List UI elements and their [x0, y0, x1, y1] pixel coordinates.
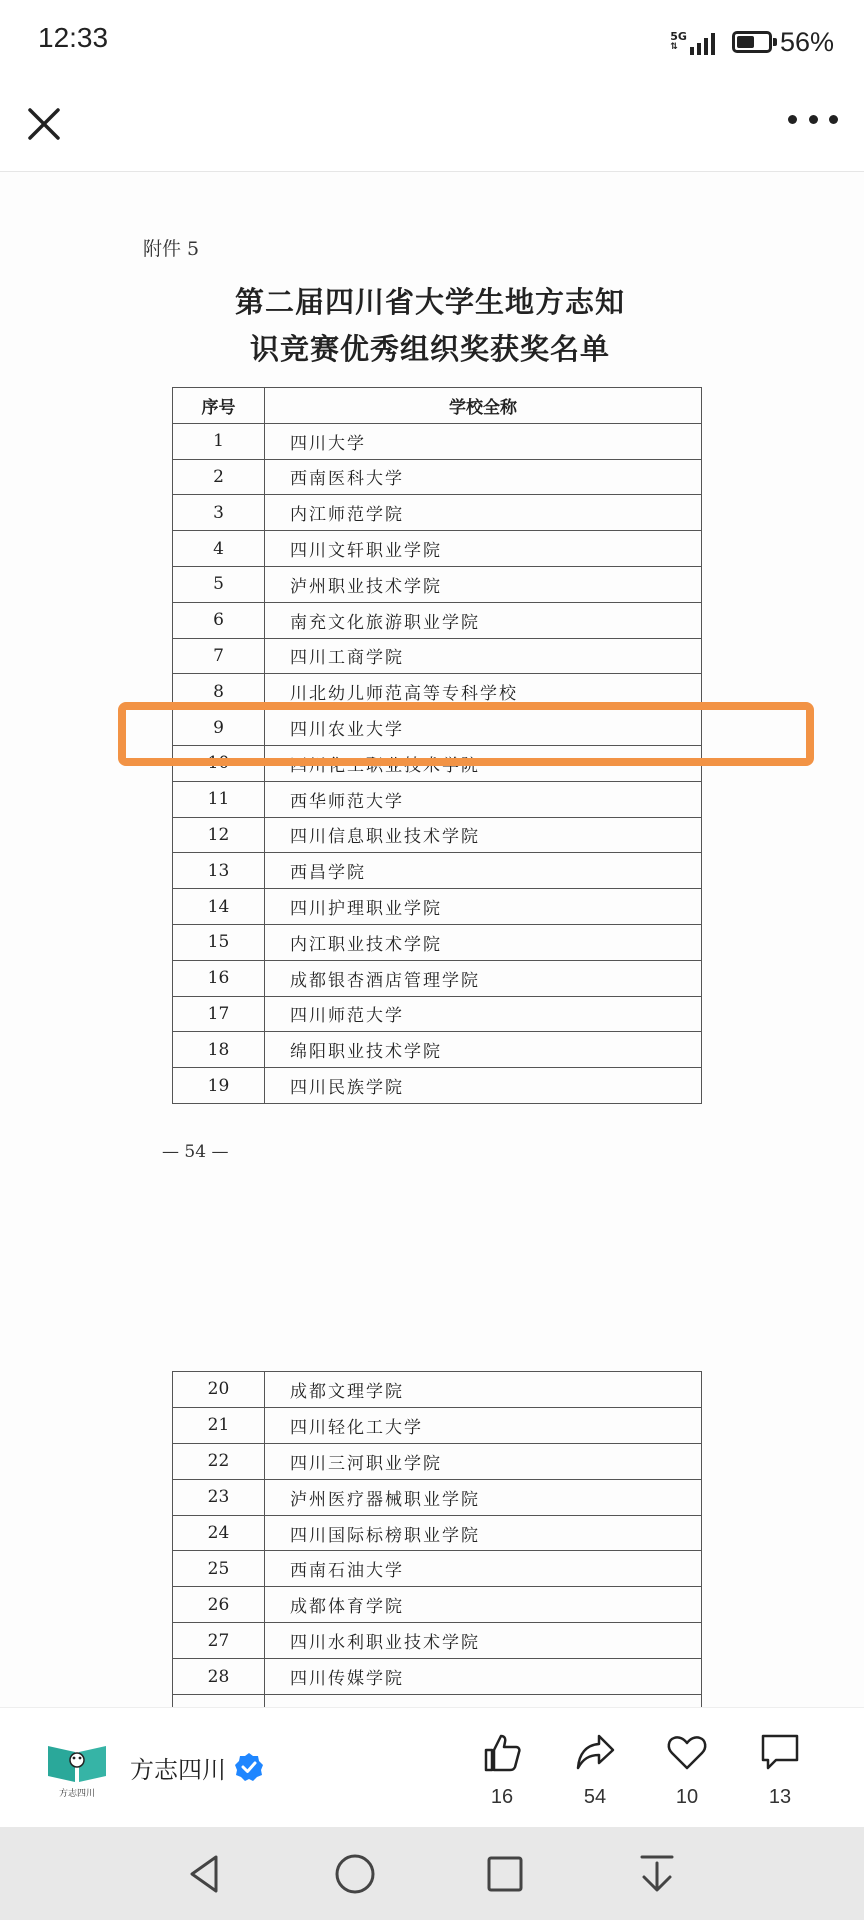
- comment-button[interactable]: [745, 1730, 815, 1809]
- table-row: [173, 960, 702, 996]
- header-school: 学校全称: [265, 388, 702, 424]
- row-number: 17: [173, 996, 265, 1032]
- school-name: 四川工商学院: [265, 638, 702, 674]
- row-number: 3: [173, 495, 265, 531]
- row-number: [173, 1695, 265, 1707]
- row-number: 16: [173, 960, 265, 996]
- row-number: 11: [173, 781, 265, 817]
- row-number: 1: [173, 423, 265, 459]
- school-name: 四川农业大学: [265, 710, 702, 746]
- row-number: 10: [173, 745, 265, 781]
- school-name: 四川民族学院: [265, 1068, 702, 1104]
- header-number: 序号: [173, 388, 265, 424]
- battery-icon: [732, 31, 772, 53]
- table-header-row: [173, 388, 702, 424]
- table-row: [173, 1623, 702, 1659]
- school-name: 四川水利职业技术学院: [265, 1623, 702, 1659]
- page-number: — 54 —: [162, 1142, 229, 1162]
- table-row: [173, 1372, 702, 1408]
- school-name: 内江师范学院: [265, 495, 702, 531]
- row-number: 20: [173, 1372, 265, 1408]
- school-name: 成都体育学院: [265, 1587, 702, 1623]
- table-row: [173, 924, 702, 960]
- table-row: [173, 817, 702, 853]
- school-name: 成都文理学院: [265, 1372, 702, 1408]
- school-name: 泸州医疗器械职业学院: [265, 1479, 702, 1515]
- nav-recents-button[interactable]: [480, 1849, 530, 1899]
- table-row: [173, 1479, 702, 1515]
- school-name: 四川轻化工大学: [265, 1407, 702, 1443]
- table-row: [173, 1515, 702, 1551]
- school-name: 四川护理职业学院: [265, 889, 702, 925]
- school-name: 西华师范大学: [265, 781, 702, 817]
- close-icon: [22, 98, 66, 142]
- row-number: 13: [173, 853, 265, 889]
- row-number: 23: [173, 1479, 265, 1515]
- school-name: 四川三河职业学院: [265, 1443, 702, 1479]
- battery-fill: [737, 36, 754, 48]
- school-name: 西南石油大学: [265, 1551, 702, 1587]
- document-title-line1: 第二届四川省大学生地方志知: [234, 285, 625, 319]
- row-number: 9: [173, 710, 265, 746]
- row-number: 26: [173, 1587, 265, 1623]
- school-name: 内江职业技术学院: [265, 924, 702, 960]
- row-number: 6: [173, 602, 265, 638]
- school-name: 四川化工职业技术学院: [265, 745, 702, 781]
- table-row: [173, 495, 702, 531]
- like-button[interactable]: [467, 1730, 537, 1809]
- attachment-label: 附件 5: [143, 238, 200, 260]
- row-number: 7: [173, 638, 265, 674]
- nav-back-button[interactable]: [180, 1849, 230, 1899]
- school-name: 四川大学: [265, 423, 702, 459]
- table-row: [173, 1587, 702, 1623]
- collapse-down-icon: [632, 1849, 682, 1899]
- school-name: 成都银杏酒店管理学院: [265, 960, 702, 996]
- row-number: 27: [173, 1623, 265, 1659]
- row-number: 25: [173, 1551, 265, 1587]
- table-row: [173, 566, 702, 602]
- document-image[interactable]: [0, 172, 864, 1707]
- row-number: 19: [173, 1068, 265, 1104]
- comment-count: 13: [768, 1786, 792, 1808]
- table-row: [173, 1068, 702, 1104]
- table-row: [173, 1407, 702, 1443]
- school-name: 四川文轩职业学院: [265, 531, 702, 567]
- table-row: [173, 459, 702, 495]
- school-name: 泸州职业技术学院: [265, 566, 702, 602]
- row-number: 5: [173, 566, 265, 602]
- table-row: [173, 423, 702, 459]
- table-row: [173, 531, 702, 567]
- status-bar: [0, 0, 864, 84]
- row-number: 24: [173, 1515, 265, 1551]
- battery-percent: 56%: [779, 26, 834, 57]
- network-type-label: 5G ⇅: [670, 30, 687, 52]
- highlight-box: [118, 702, 814, 766]
- status-icons: [670, 22, 834, 62]
- school-name: [265, 1695, 702, 1707]
- share-button[interactable]: [560, 1730, 630, 1809]
- heart-icon: [665, 1730, 709, 1774]
- row-number: 21: [173, 1407, 265, 1443]
- school-name: 川北幼儿师范高等专科学校: [265, 674, 702, 710]
- table-row: [173, 1695, 702, 1707]
- table-row: [173, 602, 702, 638]
- comment-icon: [758, 1730, 802, 1774]
- signal-icon: [690, 29, 718, 55]
- close-button[interactable]: [22, 98, 66, 142]
- nav-home-button[interactable]: [330, 1849, 380, 1899]
- row-number: 22: [173, 1443, 265, 1479]
- article-header: [0, 84, 864, 172]
- action-bar: [0, 1707, 864, 1827]
- table-row: [173, 853, 702, 889]
- row-number: 12: [173, 817, 265, 853]
- row-number: 4: [173, 531, 265, 567]
- document-title-line2: 识竞赛优秀组织奖获奖名单: [249, 332, 610, 366]
- table-row: [173, 1032, 702, 1068]
- share-count: 54: [583, 1786, 607, 1808]
- account-name[interactable]: 方志四川: [130, 1756, 226, 1784]
- more-button[interactable]: [788, 104, 838, 134]
- verified-badge-icon: [234, 1752, 264, 1782]
- thumbs-up-icon: [480, 1730, 524, 1774]
- row-number: 28: [173, 1659, 265, 1695]
- school-name: 四川信息职业技术学院: [265, 817, 702, 853]
- recents-square-icon: [480, 1849, 530, 1899]
- back-triangle-icon: [180, 1849, 230, 1899]
- like-count: 16: [490, 1786, 514, 1808]
- row-number: 8: [173, 674, 265, 710]
- table-row: [173, 1443, 702, 1479]
- row-number: 2: [173, 459, 265, 495]
- home-circle-icon: [330, 1849, 380, 1899]
- table-row: [173, 638, 702, 674]
- school-name: 四川师范大学: [265, 996, 702, 1032]
- share-icon: [573, 1730, 617, 1774]
- table-row: [173, 996, 702, 1032]
- nav-dropdown-button[interactable]: [632, 1849, 682, 1899]
- account-logo[interactable]: [44, 1736, 110, 1802]
- status-time: 12:33: [38, 22, 109, 53]
- school-name: 四川传媒学院: [265, 1659, 702, 1695]
- table-row: [173, 889, 702, 925]
- system-nav-bar: [0, 1827, 864, 1920]
- school-name: 西南医科大学: [265, 459, 702, 495]
- book-logo-icon: [44, 1736, 110, 1802]
- row-number: 15: [173, 924, 265, 960]
- table-row: [173, 1551, 702, 1587]
- logo-caption: 方志四川: [58, 1789, 96, 1799]
- school-name: 西昌学院: [265, 853, 702, 889]
- table-row: [173, 1659, 702, 1695]
- school-name: 南充文化旅游职业学院: [265, 602, 702, 638]
- more-icon: [788, 115, 797, 124]
- row-number: 18: [173, 1032, 265, 1068]
- favorite-button[interactable]: [652, 1730, 722, 1809]
- favorite-count: 10: [675, 1786, 699, 1808]
- table-row: [173, 781, 702, 817]
- school-name: 绵阳职业技术学院: [265, 1032, 702, 1068]
- row-number: 14: [173, 889, 265, 925]
- school-name: 四川国际标榜职业学院: [265, 1515, 702, 1551]
- award-table-page2: [172, 1371, 702, 1707]
